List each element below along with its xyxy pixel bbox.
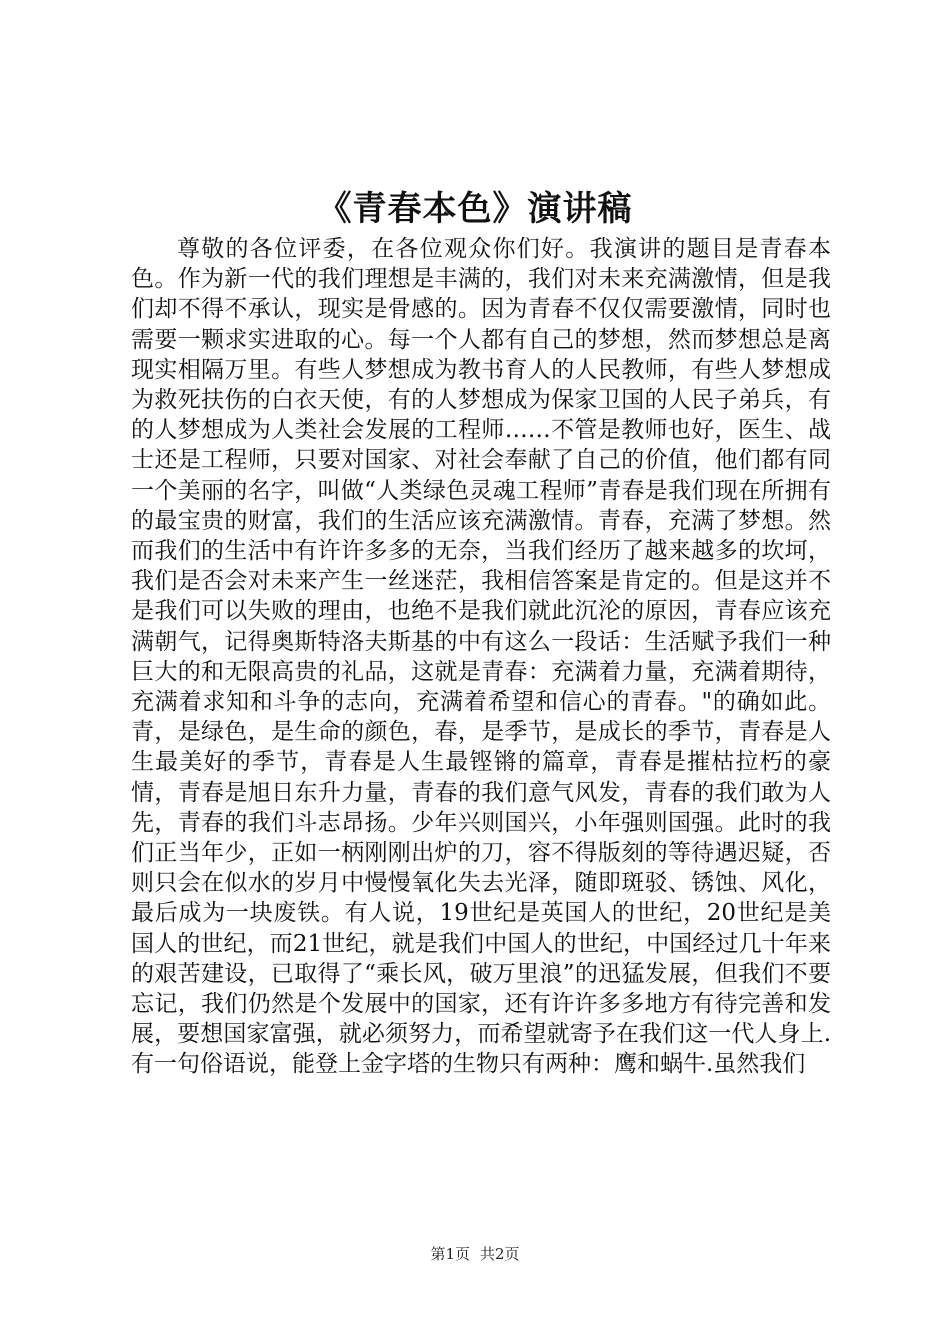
page-number: 第1页 [430, 1245, 470, 1263]
speech-body-text: 尊敬的各位评委，在各位观众你们好。我演讲的题目是青春本色。作为新一代的我们理想是丰满的，我们对未来充满激情，但是我们却不得不承认，现实是骨感的。因为青春不仅仅需要激情，同时也需要一颗求实进取的心。每一个人都有自己的梦想，然而梦想总是离现实相隔万里。有些人梦想成为教书育人的人民教师，有些人梦想成为救死扶伤的白衣天使，有的人梦想成为保家卫国的人民子弟兵，有的人梦想成为人类社会发展的工程师……不管是教师也好，医生、战士还是工程师，只要对国家、对社会奉献了自己的价值，他们都有同一个美丽的名字，叫做“人类绿色灵魂工程师”青春是我们现在所拥有的最宝贵的财富，我们的生活应该充满激情。青春，充满了梦想。然而我们的生活中有许许多多的无奈，当我们经历了越来越多的坎坷，我们是否会对未来产生一丝迷茫，我相信答案是肯定的。但是这并不是我们可以失败的理由，也绝不是我们就此沉沦的原因，青春应该充满朝气，记得奥斯特洛夫斯基的中有这么一段话：生活赋予我们一种巨大的和无限高贵的礼品，这就是青春：充满着力量，充满着期待，充满着求知和斗争的志向，充满着希望和信心的青春。"的确如此。青，是绿色，是生命的颜色，春，是季节，是成长的季节，青春是人生最美好的季节，青春是人生最铿锵的篇章，青春是摧枯拉朽的豪情，青春是旭日东升力量，青春的我们意气风发，青春的我们敢为人先，青春的我们斗志昂扬。少年兴则国兴，小年强则国强。此时的我们正当年少，正如一柄刚刚出炉的刀，容不得版刻的等待遇迟疑，否则只会在似水的岁月中慢慢氧化失去光泽，随即斑驳、锈蚀、风化，最后成为一块废铁。有人说，19世纪是英国人的世纪，20世纪是美国人的世纪，而21世纪，就是我们中国人的世纪，中国经过几十年来的艰苦建设，已取得了“乘长风，破万里浪”的迅猛发展，但我们不要忘记，我们仍然是个发展中的国家，还有许许多多地方有待完善和发展，要想国家富强，就必须努力，而希望就寄予在我们这一代人身上.有一句俗语说，能登上金字塔的生物只有两种：鹰和蜗牛.虽然我们 [131, 236, 831, 1078]
document-title: 《青春本色》演讲稿 [317, 189, 633, 229]
page-footer [0, 1244, 950, 1264]
page-total: 共2页 [480, 1245, 520, 1263]
